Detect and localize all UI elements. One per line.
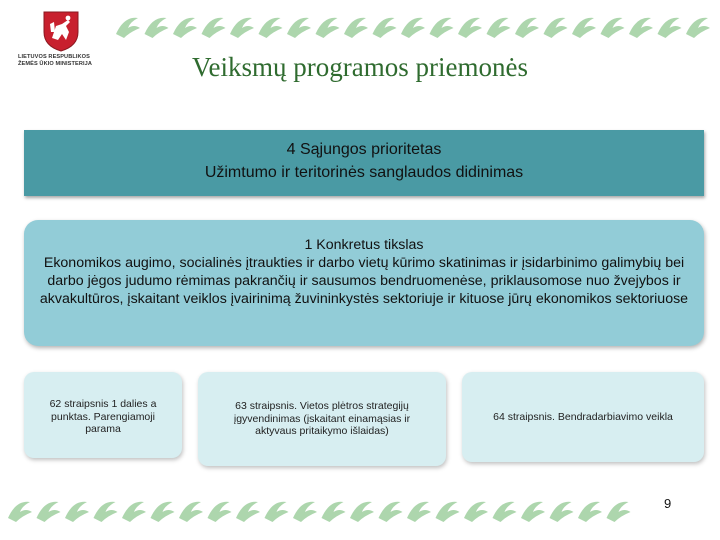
priority-line-2: Užimtumo ir teritorinės sanglaudos didinimas — [204, 164, 524, 181]
ornament-leaf — [464, 502, 488, 522]
priority-line-1: 4 Sąjungos prioritetas — [286, 141, 442, 158]
measure-card-text: 63 straipsnis. Vietos plėtros strategijų įgyvendinimas (įskaitant einamąsias ir aktyvaus pritaikymo išlaidas) — [233, 400, 411, 438]
measure-card-text: 64 straipsnis. Bendradarbiavimo veikla — [493, 410, 673, 423]
measure-card-64 — [462, 372, 704, 462]
logo-line-1: LIETUVOS RESPUBLIKOS — [18, 54, 90, 60]
ornament-leaf — [145, 18, 169, 38]
ornament-leaf — [487, 18, 511, 38]
ornament-leaf — [37, 502, 61, 522]
ornament-leaf — [265, 502, 289, 522]
page-title — [0, 52, 720, 83]
ornament-leaf — [322, 502, 346, 522]
ornament-leaf — [407, 502, 431, 522]
ornament-leaf — [521, 502, 545, 522]
ornament-leaf — [287, 18, 311, 38]
priority-banner — [24, 130, 704, 196]
ornament-leaf — [379, 502, 403, 522]
ornament-leaf — [344, 18, 368, 38]
measure-card-62 — [24, 372, 182, 458]
ornament-leaf — [122, 502, 146, 522]
ornament-leaf — [230, 18, 254, 38]
ornament-leaf — [686, 18, 710, 38]
ornament-leaf — [151, 502, 175, 522]
measure-card-text: 62 straipsnis 1 dalies a punktas. Parengiamoji parama — [49, 398, 157, 435]
ornament-leaf — [316, 18, 340, 38]
ornament-leaf — [629, 18, 653, 38]
ornament-leaf — [578, 502, 602, 522]
objective-box — [24, 220, 704, 346]
ornament-leaf — [202, 18, 226, 38]
ornament-leaf — [179, 502, 203, 522]
logo-line-2: ŽEMĖS ŪKIO MINISTERIJA — [18, 60, 92, 67]
ornament-leaf — [601, 18, 625, 38]
ornament-leaf — [173, 18, 197, 38]
bottom-ornament-border — [4, 492, 644, 526]
ornament-leaf — [373, 18, 397, 38]
page-number: 9 — [664, 496, 672, 511]
ornament-leaf — [350, 502, 374, 522]
ornament-leaf — [436, 502, 460, 522]
ornament-leaf — [493, 502, 517, 522]
ornament-leaf — [658, 18, 682, 38]
ornament-leaf — [401, 18, 425, 38]
ornament-leaf — [430, 18, 454, 38]
page-title-text: Veiksmų programos priemonės — [192, 52, 528, 82]
top-ornament-border — [112, 8, 718, 44]
ornament-leaf — [116, 18, 140, 38]
ornament-leaf — [550, 502, 574, 522]
ornament-leaf — [572, 18, 596, 38]
coat-of-arms-icon — [42, 10, 80, 52]
ornament-leaf — [94, 502, 118, 522]
ornament-leaf — [544, 18, 568, 38]
ornament-leaf — [515, 18, 539, 38]
objective-heading: 1 Konkretus tikslas — [304, 237, 424, 253]
ornament-leaf — [236, 502, 260, 522]
objective-text: Ekonomikos augimo, socialinės įtraukties ir darbo vietų kūrimo skatinimas ir įsidarbinimo galimybių bei darbo jėgos judumo rėmimas pakrančių ir sausumos bendruomenėse, priklausomose nuo žvejybos ir akvakultūros, įskaitant veiklos įvairinimą žuvininkystės sektoriuje ir kituose jūrų ekonomikos sektoriuose — [39, 255, 689, 307]
ornament-leaf — [65, 502, 89, 522]
measure-card-63 — [198, 372, 446, 466]
ornament-leaf — [293, 502, 317, 522]
ornament-leaf — [208, 502, 232, 522]
ornament-leaf — [458, 18, 482, 38]
ornament-leaf — [607, 502, 631, 522]
ornament-leaf — [259, 18, 283, 38]
ornament-leaf — [8, 502, 32, 522]
